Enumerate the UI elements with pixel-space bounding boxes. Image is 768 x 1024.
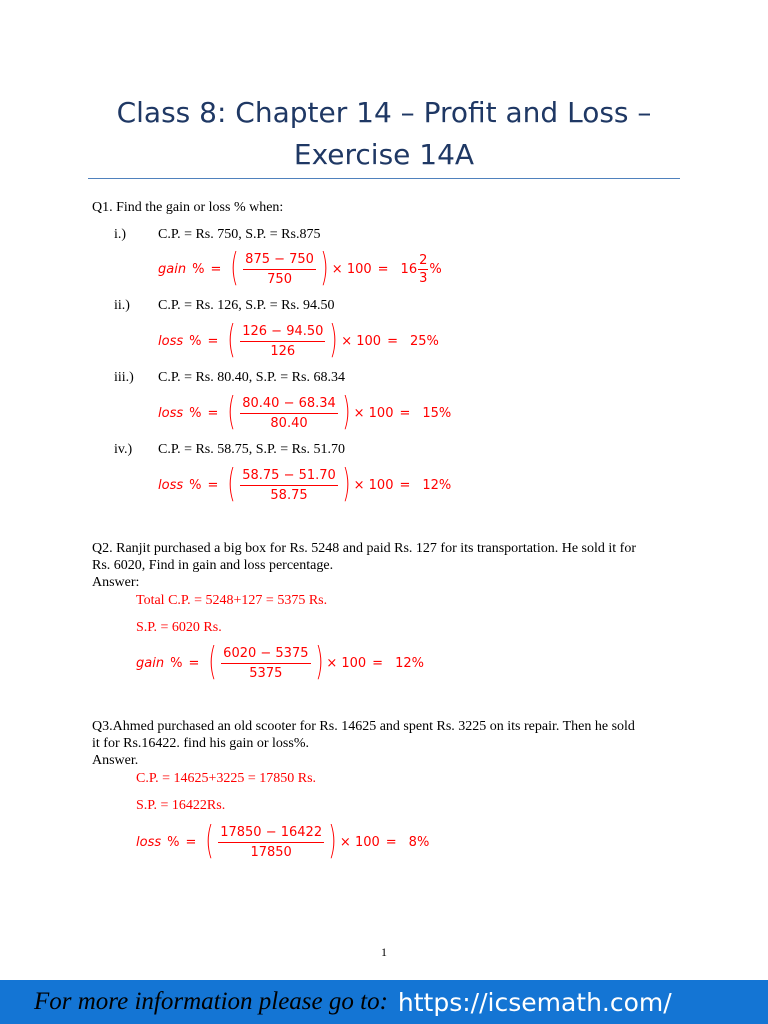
eq-percent: % [170, 655, 183, 671]
eq-rparen: ) [329, 317, 338, 361]
q1-part-equation [158, 319, 439, 363]
q3-equation [136, 820, 429, 864]
q3-step-cp: C.P. = 14625+3225 = 17850 Rs. [136, 771, 317, 786]
eq-percent: % [189, 477, 202, 493]
eq-result: 12% [395, 655, 424, 671]
q2-question-line2: Rs. 6020, Find in gain and loss percentage. [92, 558, 334, 573]
eq-variable: loss [158, 333, 184, 349]
eq-equals: = [185, 834, 197, 850]
page-number: 1 [381, 945, 387, 959]
eq-fraction [218, 825, 324, 860]
eq-denominator: 17850 [250, 844, 292, 860]
eq-equals: = [188, 655, 200, 671]
q1-part-label: iii.) [114, 370, 134, 385]
eq-denominator: 750 [267, 271, 292, 287]
eq-times: × 100 [353, 477, 394, 493]
q2-step-sp: S.P. = 6020 Rs. [136, 620, 222, 635]
eq-result: 8% [408, 834, 430, 850]
footer-link[interactable]: https://icsemath.com/ [397, 987, 672, 1017]
eq-variable: loss [158, 405, 184, 421]
eq-result: 25% [409, 333, 439, 349]
eq-equals: = [207, 477, 219, 493]
eq-result-fraction [418, 253, 428, 286]
eq-percent: % [167, 834, 180, 850]
eq-denominator: 126 [270, 343, 296, 359]
eq-equals: = [207, 333, 219, 349]
eq-denominator: 58.75 [270, 487, 308, 503]
eq-variable: loss [158, 477, 184, 493]
eq-fraction [240, 468, 338, 503]
eq-equals: = [399, 477, 411, 493]
eq-percent: % [189, 333, 202, 349]
q2-answer-label: Answer: [92, 575, 140, 590]
eq-fraction [221, 646, 310, 681]
q2-equation [136, 641, 424, 685]
eq-rparen: ) [342, 389, 351, 433]
eq-equals: = [377, 261, 389, 277]
eq-lparen: ( [230, 245, 239, 289]
page-title-line1: Class 8: Chapter 14 – Profit and Loss – [116, 96, 652, 129]
eq-times: × 100 [353, 405, 394, 421]
q1-part-given: C.P. = Rs. 126, S.P. = Rs. 94.50 [158, 298, 335, 313]
eq-lparen: ( [208, 639, 217, 683]
eq-numerator: 17850 − 16422 [218, 825, 324, 843]
q3-question-line2: it for Rs.16422. find his gain or loss%. [92, 736, 309, 751]
eq-numerator: 875 − 750 [243, 252, 316, 270]
eq-equals: = [372, 655, 384, 671]
title-divider [88, 178, 680, 179]
eq-percent: % [189, 405, 202, 421]
eq-equals: = [385, 834, 397, 850]
eq-times: × 100 [331, 261, 372, 277]
q3-question-line1: Q3.Ahmed purchased an old scooter for Rs. 14625 and spent Rs. 3225 on its repair. Then he sold [92, 719, 635, 734]
eq-lparen: ( [227, 461, 236, 505]
eq-fraction [240, 396, 338, 431]
eq-rparen: ) [314, 639, 323, 683]
q1-part-equation [158, 391, 451, 435]
eq-rparen: ) [320, 245, 329, 289]
eq-result-whole: 16 [400, 261, 418, 277]
q1-part-equation [158, 247, 442, 291]
q1-part-given: C.P. = Rs. 750, S.P. = Rs.875 [158, 227, 321, 242]
footer-lead-text: For more information please go to: [34, 988, 388, 1015]
q3-answer-label: Answer. [92, 753, 139, 768]
eq-variable: gain [158, 261, 187, 277]
eq-numerator: 6020 − 5375 [221, 646, 310, 664]
eq-denominator: 5375 [249, 665, 283, 681]
eq-times: × 100 [339, 834, 380, 850]
footer-banner [0, 980, 768, 1024]
q1-part-label: iv.) [114, 442, 133, 457]
q1-part-label: ii.) [114, 298, 130, 313]
eq-denominator: 80.40 [270, 415, 308, 431]
eq-numerator: 58.75 − 51.70 [240, 468, 338, 486]
eq-result: 15% [422, 405, 452, 421]
eq-variable: gain [136, 655, 165, 671]
q1-question: Q1. Find the gain or loss % when: [92, 200, 284, 215]
q2-step-total-cp: Total C.P. = 5248+127 = 5375 Rs. [136, 593, 328, 608]
eq-equals: = [207, 405, 219, 421]
q1-part-equation [158, 463, 451, 507]
eq-equals: = [387, 333, 398, 349]
q2-question-line1: Q2. Ranjit purchased a big box for Rs. 5248 and paid Rs. 127 for its transportation. He sold it for [92, 541, 636, 556]
eq-result-suffix: % [429, 261, 442, 277]
eq-fraction [240, 324, 325, 359]
eq-rparen: ) [328, 818, 337, 862]
eq-percent: % [192, 261, 205, 277]
q1-part-given: C.P. = Rs. 58.75, S.P. = Rs. 51.70 [158, 442, 345, 457]
eq-lparen: ( [205, 818, 214, 862]
q3-step-sp: S.P. = 16422Rs. [136, 798, 226, 813]
eq-lparen: ( [227, 317, 236, 361]
eq-variable: loss [136, 834, 162, 850]
eq-lparen: ( [227, 389, 236, 433]
q1-part-given: C.P. = Rs. 80.40, S.P. = Rs. 68.34 [158, 370, 345, 385]
eq-result-numerator: 2 [419, 252, 428, 268]
eq-rparen: ) [342, 461, 351, 505]
eq-result: 12% [422, 477, 452, 493]
eq-result [401, 253, 442, 286]
eq-numerator: 126 − 94.50 [240, 324, 325, 342]
q1-part-label: i.) [114, 227, 127, 242]
eq-equals: = [399, 405, 411, 421]
eq-result-denominator: 3 [419, 270, 428, 286]
eq-fraction [243, 252, 316, 287]
eq-numerator: 80.40 − 68.34 [240, 396, 338, 414]
eq-times: × 100 [326, 655, 367, 671]
page-title-line2: Exercise 14A [293, 138, 475, 171]
eq-equals: = [210, 261, 222, 277]
eq-times: × 100 [341, 333, 382, 349]
